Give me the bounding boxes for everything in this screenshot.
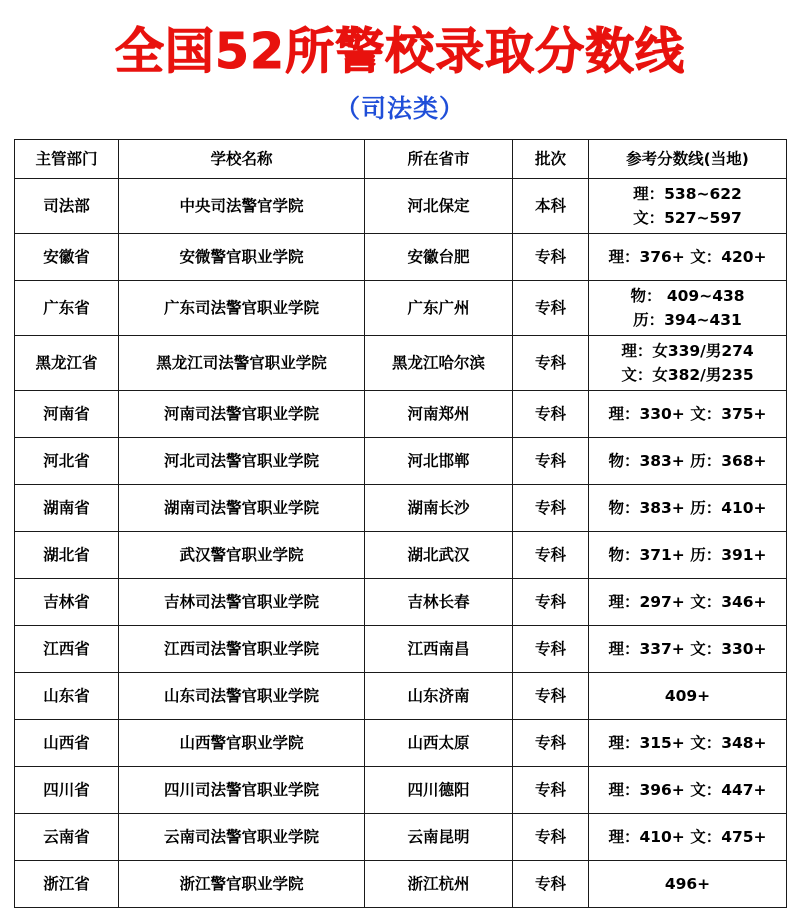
score-line: 理：396+ 文：447+	[608, 780, 767, 799]
column-header-school: 学校名称	[119, 140, 365, 179]
cell-dept: 山东省	[15, 673, 119, 720]
cell-location: 山西太原	[365, 720, 513, 767]
table-row	[15, 336, 787, 391]
score-line: 理：女339/男274	[621, 342, 754, 361]
cell-school: 安微警官职业学院	[119, 234, 365, 281]
cell-school: 山东司法警官职业学院	[119, 673, 365, 720]
cell-scores	[589, 767, 787, 814]
cell-school: 武汉警官职业学院	[119, 532, 365, 579]
column-header-dept: 主管部门	[15, 140, 119, 179]
cell-location: 湖南长沙	[365, 485, 513, 532]
score-line: 理：297+ 文：346+	[608, 592, 767, 611]
cell-scores	[589, 179, 787, 234]
score-table	[14, 139, 787, 908]
cell-scores	[589, 336, 787, 391]
cell-batch: 专科	[513, 767, 589, 814]
cell-dept: 湖南省	[15, 485, 119, 532]
table-row	[15, 814, 787, 861]
score-line: 物：383+ 历：368+	[608, 451, 767, 470]
cell-school: 吉林司法警官职业学院	[119, 579, 365, 626]
score-lines	[591, 592, 784, 613]
score-lines	[591, 184, 784, 229]
score-line: 理：330+ 文：375+	[608, 404, 767, 423]
table-row	[15, 438, 787, 485]
cell-scores	[589, 673, 787, 720]
cell-scores	[589, 720, 787, 767]
cell-batch: 专科	[513, 579, 589, 626]
score-line: 理：315+ 文：348+	[608, 733, 767, 752]
column-header-batch: 批次	[513, 140, 589, 179]
cell-scores	[589, 281, 787, 336]
cell-dept: 河南省	[15, 391, 119, 438]
score-lines	[591, 404, 784, 425]
cell-batch: 专科	[513, 626, 589, 673]
page-title: 全国52所警校录取分数线	[114, 23, 686, 80]
cell-dept: 云南省	[15, 814, 119, 861]
score-line: 历：394~431	[633, 310, 742, 329]
cell-location: 河南郑州	[365, 391, 513, 438]
cell-school: 山西警官职业学院	[119, 720, 365, 767]
table-row	[15, 391, 787, 438]
score-line: 物：383+ 历：410+	[608, 498, 767, 517]
cell-scores	[589, 814, 787, 861]
score-line: 物： 409~438	[630, 287, 745, 306]
cell-school: 河南司法警官职业学院	[119, 391, 365, 438]
cell-school: 湖南司法警官职业学院	[119, 485, 365, 532]
cell-school: 黑龙江司法警官职业学院	[119, 336, 365, 391]
column-header-scores: 参考分数线(当地)	[589, 140, 787, 179]
cell-batch: 专科	[513, 673, 589, 720]
table-row	[15, 179, 787, 234]
score-lines	[591, 247, 784, 268]
cell-dept: 四川省	[15, 767, 119, 814]
table-header-row	[15, 140, 787, 179]
cell-scores	[589, 579, 787, 626]
score-lines	[591, 780, 784, 801]
cell-location: 浙江杭州	[365, 861, 513, 908]
cell-location: 云南昆明	[365, 814, 513, 861]
cell-location: 四川德阳	[365, 767, 513, 814]
table-row	[15, 673, 787, 720]
score-lines	[591, 639, 784, 660]
table-row	[15, 532, 787, 579]
cell-scores	[589, 438, 787, 485]
column-header-location: 所在省市	[365, 140, 513, 179]
cell-dept: 浙江省	[15, 861, 119, 908]
cell-school: 河北司法警官职业学院	[119, 438, 365, 485]
cell-scores	[589, 391, 787, 438]
score-line: 理：337+ 文：330+	[608, 639, 767, 658]
cell-dept: 黑龙江省	[15, 336, 119, 391]
cell-batch: 专科	[513, 814, 589, 861]
cell-dept: 广东省	[15, 281, 119, 336]
cell-batch: 专科	[513, 281, 589, 336]
cell-school: 云南司法警官职业学院	[119, 814, 365, 861]
score-lines	[591, 341, 784, 386]
table-body	[15, 179, 787, 908]
cell-batch: 专科	[513, 234, 589, 281]
cell-scores	[589, 234, 787, 281]
table-row	[15, 720, 787, 767]
score-line: 文：527~597	[633, 208, 742, 227]
cell-school: 浙江警官职业学院	[119, 861, 365, 908]
cell-location: 黑龙江哈尔滨	[365, 336, 513, 391]
score-lines	[591, 545, 784, 566]
cell-school: 广东司法警官职业学院	[119, 281, 365, 336]
score-lines	[591, 451, 784, 472]
cell-dept: 江西省	[15, 626, 119, 673]
score-line: 理：410+ 文：475+	[608, 827, 767, 846]
score-line: 文：女382/男235	[621, 365, 754, 384]
cell-batch: 专科	[513, 336, 589, 391]
cell-dept: 安徽省	[15, 234, 119, 281]
score-lines	[591, 874, 784, 895]
score-lines	[591, 498, 784, 519]
table-row	[15, 485, 787, 532]
cell-dept: 山西省	[15, 720, 119, 767]
cell-school: 中央司法警官学院	[119, 179, 365, 234]
table-row	[15, 861, 787, 908]
cell-location: 湖北武汉	[365, 532, 513, 579]
cell-scores	[589, 861, 787, 908]
cell-scores	[589, 626, 787, 673]
cell-batch: 专科	[513, 438, 589, 485]
cell-location: 山东济南	[365, 673, 513, 720]
cell-batch: 本科	[513, 179, 589, 234]
cell-batch: 专科	[513, 861, 589, 908]
score-lines	[591, 286, 784, 331]
score-lines	[591, 686, 784, 707]
cell-location: 广东广州	[365, 281, 513, 336]
score-line: 496+	[664, 874, 711, 893]
cell-location: 江西南昌	[365, 626, 513, 673]
cell-dept: 河北省	[15, 438, 119, 485]
table-row	[15, 234, 787, 281]
cell-location: 安徽台肥	[365, 234, 513, 281]
cell-batch: 专科	[513, 532, 589, 579]
page-subtitle: （司法类）	[334, 94, 465, 124]
table-row	[15, 626, 787, 673]
cell-school: 四川司法警官职业学院	[119, 767, 365, 814]
cell-batch: 专科	[513, 720, 589, 767]
table-row	[15, 767, 787, 814]
cell-location: 河北邯郸	[365, 438, 513, 485]
cell-scores	[589, 485, 787, 532]
score-line: 409+	[664, 686, 711, 705]
table-row	[15, 281, 787, 336]
cell-location: 河北保定	[365, 179, 513, 234]
cell-batch: 专科	[513, 391, 589, 438]
cell-location: 吉林长春	[365, 579, 513, 626]
score-line: 物：371+ 历：391+	[608, 545, 767, 564]
table-row	[15, 579, 787, 626]
cell-dept: 湖北省	[15, 532, 119, 579]
cell-scores	[589, 532, 787, 579]
cell-school: 江西司法警官职业学院	[119, 626, 365, 673]
cell-dept: 司法部	[15, 179, 119, 234]
table-header	[15, 140, 787, 179]
cell-batch: 专科	[513, 485, 589, 532]
score-line: 理：538~622	[633, 185, 742, 204]
score-lines	[591, 733, 784, 754]
cell-dept: 吉林省	[15, 579, 119, 626]
score-line: 理：376+ 文：420+	[608, 247, 767, 266]
